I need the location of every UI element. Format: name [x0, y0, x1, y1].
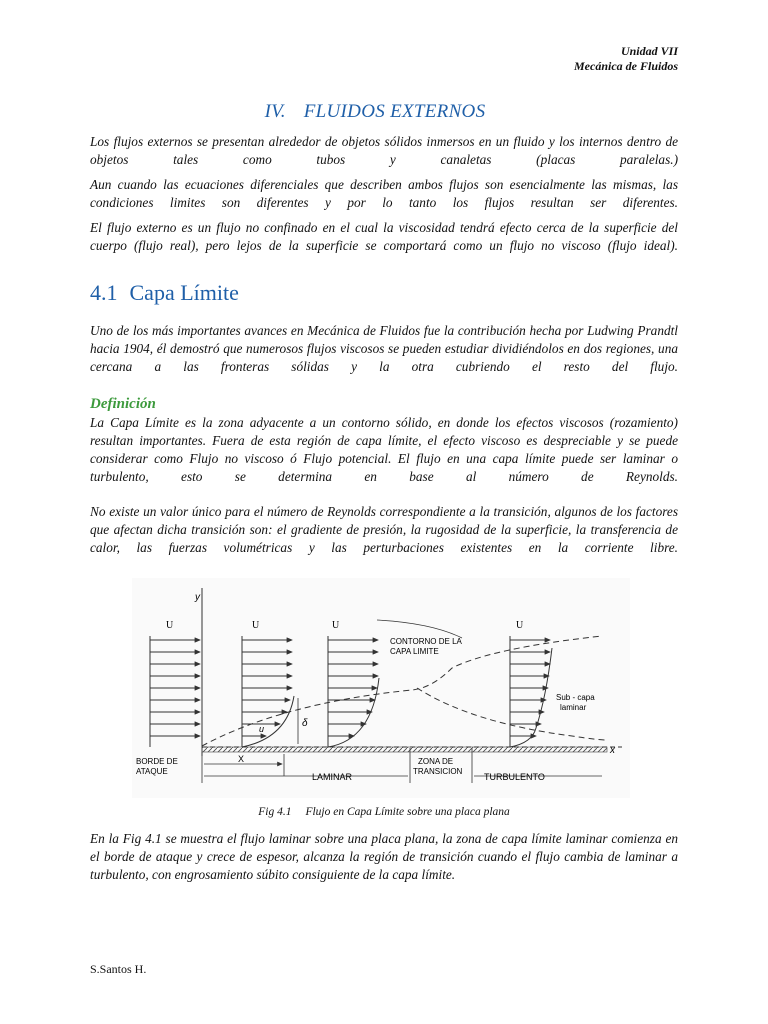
section-number: 4.1: [90, 280, 118, 305]
chapter-number: IV.: [264, 101, 286, 122]
paragraph-4: Uno de los más importantes avances en Mecánica de Fluidos fue la contribución hecha por Ludwing Prandtl hacia 1904, él demostró que numerosos flujos viscosos se pueden estudiar dividiéndolos en dos regiones, una cercana a las fronteras sólidas y la otra cubriendo el resto del flujo.: [90, 323, 678, 374]
definition-heading: Definición: [90, 396, 156, 412]
chapter-text: FLUIDOS EXTERNOS: [303, 101, 486, 122]
label-u-small: u: [259, 724, 265, 734]
figure-caption: [0, 806, 768, 818]
chapter-title: [0, 101, 768, 123]
label-delta: δ: [302, 718, 308, 729]
paragraph-3: El flujo externo es un flujo no confinado en el cual la viscosidad tendrá efecto cerca de la superficie del cuerpo (flujo real), pero lejos de la superficie se comportará como un flujo no viscoso (flujo ideal).: [90, 220, 678, 253]
header-subject: Mecánica de Fluidos: [574, 59, 678, 73]
section-heading: [90, 280, 239, 306]
section-title: Capa Límite: [129, 280, 239, 305]
paragraph-1: Los flujos externos se presentan alrededor de objetos sólidos inmersos en un fluido y los internos dentro de objetos tales como tubos y canaletas (placas paralelas.): [90, 134, 678, 167]
label-u-2: U: [252, 620, 260, 631]
paragraph-5: La Capa Límite es la zona adyacente a un contorno sólido, en donde los efectos viscosos (rozamiento) resultan importantes. Fuera de esta región de capa límite, el efecto viscoso es despreciable y se puede considerar como Flujo no viscoso ó Flujo potencial. El flujo en una capa límite puede ser laminar o turbulento, esto se determina en base al número de Reynolds.: [90, 415, 678, 484]
label-ataque: ATAQUE: [136, 767, 168, 776]
label-subcapa: Sub - capa: [556, 693, 595, 702]
boundary-layer-figure: [132, 578, 630, 798]
paragraph-2: Aun cuando las ecuaciones diferenciales que describen ambos flujos son esencialmente las mismas, las condiciones limites son diferentes y por lo tanto los flujos resultan ser diferentes.: [90, 177, 678, 210]
page-footer: S.Santos H.: [90, 962, 147, 976]
label-u-1: U: [166, 620, 174, 631]
paragraph-7: En la Fig 4.1 se muestra el flujo laminar sobre una placa plana, la zona de capa límite laminar comienza en el borde de ataque y crece de espesor, alcanza la región de transición cuando el flujo cambia de laminar a turbulento, con engrosamiento súbito consiguiente de la capa límite.: [90, 831, 678, 882]
header-unit: Unidad VII: [620, 44, 678, 58]
label-transicion: TRANSICION: [413, 767, 463, 776]
page-header: [574, 44, 678, 74]
y-axis-label: y: [195, 592, 200, 603]
label-contorno: CONTORNO DE LA: [390, 637, 462, 646]
paragraph-6: No existe un valor único para el número de Reynolds correspondiente a la transición, algunos de los factores que afectan dicha transición son: el gradiente de presión, la rugosidad de la superficie, la transferencia de calor, las fuerzas volumétricas y las perturbaciones existentes en la corriente libre.: [90, 504, 678, 555]
flat-plate: [202, 747, 607, 752]
label-zona: ZONA DE: [418, 757, 454, 766]
label-capa: CAPA LIMITE: [390, 647, 439, 656]
figure-background: [132, 578, 630, 798]
figure-caption-text: Flujo en Capa Límite sobre una placa plana: [305, 806, 510, 818]
label-laminar: LAMINAR: [312, 772, 353, 782]
label-turbulento: TURBULENTO: [484, 772, 545, 782]
label-x-distance: X: [238, 754, 245, 764]
label-borde: BORDE DE: [136, 757, 178, 766]
label-u-3: U: [332, 620, 340, 631]
label-u-4: U: [516, 620, 524, 631]
figure-caption-number: Fig 4.1: [258, 806, 292, 818]
x-axis-label: x: [610, 745, 615, 756]
label-laminar-sub: laminar: [560, 703, 587, 712]
